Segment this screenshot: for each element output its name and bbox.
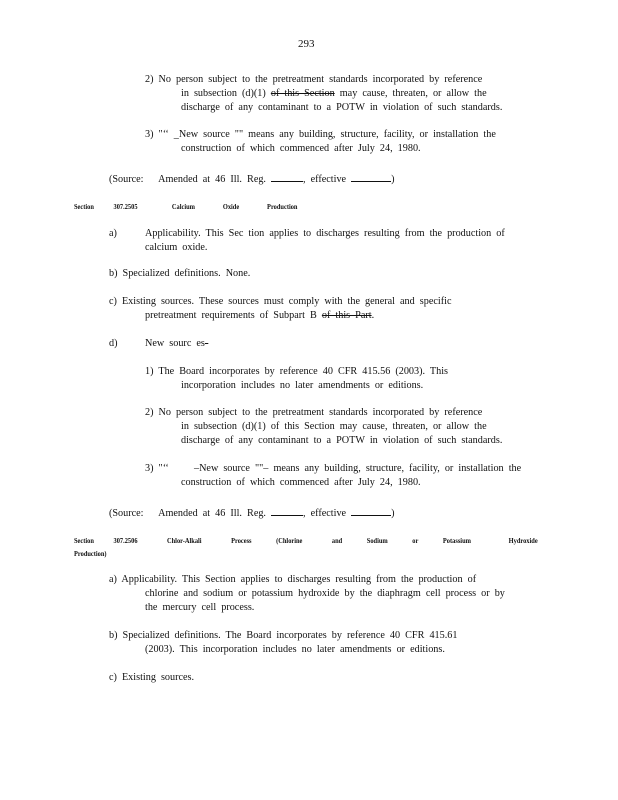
- paragraph-line: in subsection (d)(1) of this Section may cause, threaten, or allow the: [181, 421, 487, 432]
- effective-label: effective: [310, 508, 347, 519]
- section-number: 307.2506: [113, 536, 138, 545]
- section-heading: [74, 201, 297, 213]
- section-title-word: or: [412, 536, 419, 545]
- paragraph-line: b) Specialized definitions. None.: [109, 268, 251, 279]
- text-run: –New source ""– means any building, structure, facility, or installation the: [193, 463, 522, 474]
- struck-text: of this Section: [270, 88, 335, 99]
- paragraph-line: b) Specialized definitions. The Board incorporates by reference 40 CFR 415.61: [109, 630, 458, 641]
- section-heading: [74, 535, 538, 547]
- section-title-word: Process: [231, 536, 252, 545]
- section-title-word: Potassium: [442, 536, 471, 545]
- section-title-word: Hydroxide: [508, 536, 538, 545]
- source-note: (Source: Amended at 46 Ill. Reg. , effective ): [109, 171, 395, 186]
- item-label: d): [109, 338, 118, 349]
- section-heading-line2: Production): [74, 549, 107, 558]
- section-title-word: (Chlorine: [276, 536, 303, 545]
- source-text: Amended at 46 Ill. Reg.: [158, 174, 266, 185]
- blank-line: [351, 171, 391, 182]
- text-run: 3) "‘‘ _New source: [145, 129, 230, 140]
- paragraph-line: pretreatment requirements of Subpart B of this Part.: [145, 310, 375, 321]
- text-run: 3) "‘‘: [145, 463, 169, 474]
- paragraph-line: the mercury cell process.: [145, 602, 255, 613]
- paragraph-line: 2) No person subject to the pretreatment standards incorporated by reference: [145, 407, 483, 418]
- paragraph-line: calcium oxide.: [145, 242, 208, 253]
- section-title-word: and: [331, 536, 343, 545]
- source-text: Amended at 46 Ill. Reg.: [158, 508, 266, 519]
- struck-text: of this Part: [321, 310, 372, 321]
- text-run: New sourc es: [145, 338, 205, 349]
- text-run: may cause, threaten, or allow the: [339, 88, 487, 99]
- blank-line: [271, 171, 303, 182]
- source-close: ): [391, 508, 395, 519]
- paragraph-line: a) Applicability. This Section applies to discharges resulting from the production of: [109, 574, 477, 585]
- paragraph-line: 1) The Board incorporates by reference 40 CFR 415.56 (2003). This: [145, 366, 449, 377]
- paragraph-line: construction of which commenced after July 24, 1980.: [181, 477, 421, 488]
- section-word: Section: [74, 202, 94, 211]
- effective-label: effective: [310, 174, 347, 185]
- paragraph-line: c) Existing sources.: [109, 672, 195, 683]
- section-word: Section: [74, 536, 94, 545]
- source-note: (Source: Amended at 46 Ill. Reg. , effective ): [109, 505, 395, 520]
- page-number: 293: [298, 38, 315, 50]
- item-label: a): [109, 228, 117, 239]
- paragraph-line: [145, 463, 521, 475]
- paragraph-line: incorporation includes no later amendments or editions.: [181, 380, 424, 391]
- paragraph-line: discharge of any contaminant to a POTW in violation of such standards.: [181, 102, 503, 113]
- section-title-word: Calcium: [171, 202, 196, 211]
- blank-line: [271, 505, 303, 516]
- text-run: "" means any building, structure, facility, or installation the: [234, 129, 496, 140]
- paragraph-line: construction of which commenced after July 24, 1980.: [181, 143, 421, 154]
- blank-line: [351, 505, 391, 516]
- paragraph-line: [181, 88, 487, 100]
- section-title-word: Chlor-Alkali: [167, 536, 202, 545]
- paragraph-line: c) Existing sources. These sources must comply with the general and specific: [109, 296, 452, 307]
- section-number: 307.2505: [113, 202, 138, 211]
- paragraph-line: 2) No person subject to the pretreatment standards incorporated by reference: [145, 74, 483, 85]
- paragraph-line: chlorine and sodium or potassium hydroxide by the diaphragm cell process or by: [145, 588, 505, 599]
- paragraph-line: discharge of any contaminant to a POTW in violation of such standards.: [181, 435, 503, 446]
- paragraph-line: [145, 129, 496, 141]
- paragraph-line: New sourc es-: [145, 338, 209, 349]
- text-run: in subsection (d)(1): [181, 88, 266, 99]
- source-label: (Source:: [109, 508, 144, 519]
- source-label: (Source:: [109, 174, 144, 185]
- paragraph-line: (2003). This incorporation includes no later amendments or editions.: [145, 644, 445, 655]
- section-title-word: Oxide: [222, 202, 240, 211]
- section-title-word: Sodium: [366, 536, 388, 545]
- section-title-word: Production: [267, 202, 298, 211]
- paragraph-line: Applicability. This Sec tion applies to discharges resulting from the production of: [145, 228, 505, 239]
- text-run: pretreatment requirements of Subpart B: [145, 310, 317, 321]
- source-close: ): [391, 174, 395, 185]
